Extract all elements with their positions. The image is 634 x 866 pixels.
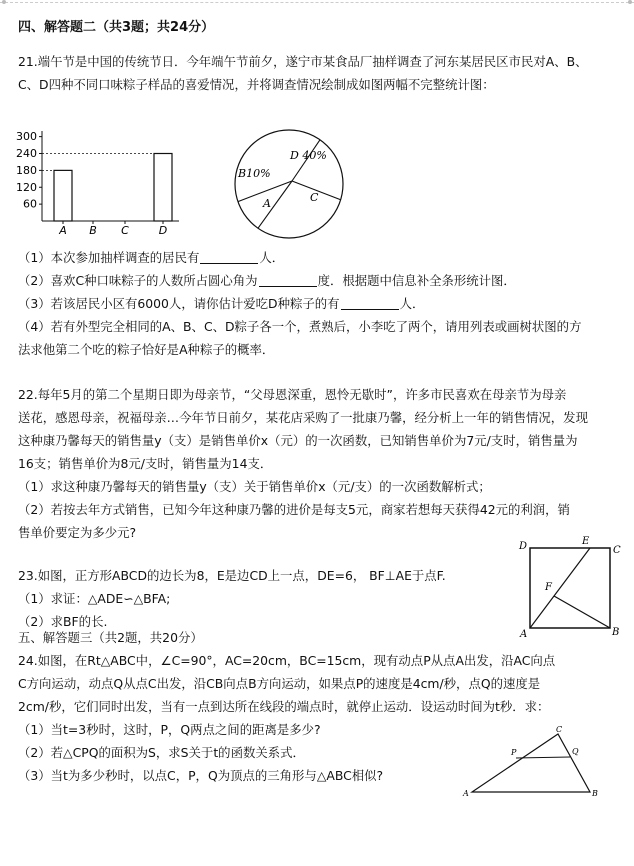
segment-ae [530,548,590,628]
section-title: 四、解答题二（共3题；共24分） [18,20,215,35]
label-p: P [511,748,517,757]
q21-line2: C、D四种不同口味粽子样品的喜爱情况，并将调查情况绘制成如图两幅不完整统计图： [18,77,495,92]
q21-sub3-text: （3）若该居民小区有6000人，请你估计爱吃D种粽子的有 [18,296,340,311]
y-tick-label: 60 [23,197,37,211]
section5-title: 五、解答题三（共2题，共20分） [18,630,203,645]
q21-sub3-tail: 人． [399,296,425,311]
pie-outline [235,130,343,238]
q24-sub1: （1）当t=3秒时，这时，P，Q两点之间的距离是多少? [18,722,321,737]
y-tick-label: 180 [16,163,37,177]
q22-line3: 这种康乃馨每天的销售量y（支）是销售单价x（元）的一次函数，已知销售单价为7元/支时，销售量为 [18,433,578,448]
q21-sub1-tail: 人． [259,250,285,265]
q24-sub3: （3）当t为多少秒时，以点C，P，Q为顶点的三角形与△ABC相似? [18,768,384,783]
label-b: B [612,627,620,638]
q21-sub2-tail: 度．根据题中信息补全条形统计图． [317,273,516,288]
answer-blank[interactable] [341,297,399,310]
x-tick-label: D [158,224,168,237]
page-corner-mark [628,0,632,4]
q21-sub1-text: （1）本次参加抽样调查的居民有 [18,250,200,265]
x-tick-label: C [121,224,129,237]
bar-d [154,154,172,222]
q22-sub1: （1）求这种康乃馨每天的销售量y（支）关于销售单价x（元/支）的一次函数解析式； [18,479,491,494]
y-tick-label: 300 [16,130,37,144]
label-d: D [519,541,528,552]
q21-sub3 [18,293,424,315]
pie-label-a: A [263,197,271,210]
pie-label-b: B10% [238,167,271,180]
segment-bf [554,596,610,628]
q21-line1: 21.端午节是中国的传统节日．今年端午节前夕，遂宁市某食品厂抽样调查了河东某居民区市民对A、B、 [18,54,588,69]
triangle-abc [472,734,590,792]
q24-line1: 24.如图，在Rt△ABC中，∠C=90°，AC=20cm，BC=15cm，现有动点P从点A出发，沿AC向点 [18,653,556,668]
square-figure [516,535,624,641]
x-tick-label: A [59,224,67,237]
q23-sub2: （2）求BF的长. [18,614,108,629]
q24-line2: C方向运动，动点Q从点C出发，沿CB向点B方向运动，如果点P的速度是4cm/秒，点Q的速度是 [18,676,541,691]
q22-sub2-line2: 售单价要定为多少元? [18,525,137,540]
page-top-guide [0,2,634,3]
pie-label-c: C [310,191,319,204]
pie-chart [230,125,348,243]
y-tick-label: 240 [16,147,37,160]
x-tick-label: B [89,224,97,237]
q22-line1: 22.每年5月的第二个星期日即为母亲节，“父母恩深重，恩怜无歇时”，许多市民喜欢在母亲节为母亲 [18,387,567,402]
answer-blank[interactable] [200,251,258,264]
page-corner-mark [2,0,6,4]
q21-sub1 [18,247,284,269]
label-q: Q [572,747,579,756]
q21-sub2-text: （2）喜欢C种口味粽子的人数所占圆心角为 [18,273,258,288]
q21-sub4-line2: 法求他第二个吃的粽子恰好是A种粽子的概率． [18,342,275,357]
q24-line3: 2cm/秒，它们同时出发，当有一点到达所在线段的端点时，就停止运动．设运动时间为t秒．求： [18,699,550,714]
label-a: A [520,629,528,640]
q22-sub2-line1: （2）若按去年方式销售，已知今年这种康乃馨的进价是每支5元，商家若想每天获得42元的利润，销 [18,502,570,517]
q24-sub2: （2）若△CPQ的面积为S，求S关于t的函数关系式． [18,745,305,760]
label-c: C [613,545,621,556]
bar-chart [14,128,184,240]
q23-line1: 23.如图，正方形ABCD的边长为8，E是边CD上一点，DE=6， BF⊥AE于点F. [18,568,446,583]
label-b: B [592,789,598,798]
label-c: C [556,725,563,734]
triangle-figure [460,722,610,798]
square-abcd [530,548,610,628]
bar-a [54,170,72,221]
pie-label-d: D 40% [290,149,327,162]
answer-blank[interactable] [259,274,317,287]
label-f: F [545,582,552,593]
q22-line4: 16支；销售单价为8元/支时，销售量为14支． [18,456,273,471]
y-tick-label: 120 [16,180,37,194]
label-a: A [463,789,469,798]
q21-sub4-line1: （4）若有外型完全相同的A、B、C、D粽子各一个，煮熟后，小李吃了两个，请用列表或画树状图的方 [18,319,582,334]
q21-sub2 [18,270,516,292]
q23-sub1: （1）求证：△ADE∽△BFA; [18,591,171,606]
label-e: E [582,536,590,547]
q22-line2: 送花，感恩母亲，祝福母亲…今年节日前夕，某花店采购了一批康乃馨，经分析上一年的销售情况，发现 [18,410,588,425]
